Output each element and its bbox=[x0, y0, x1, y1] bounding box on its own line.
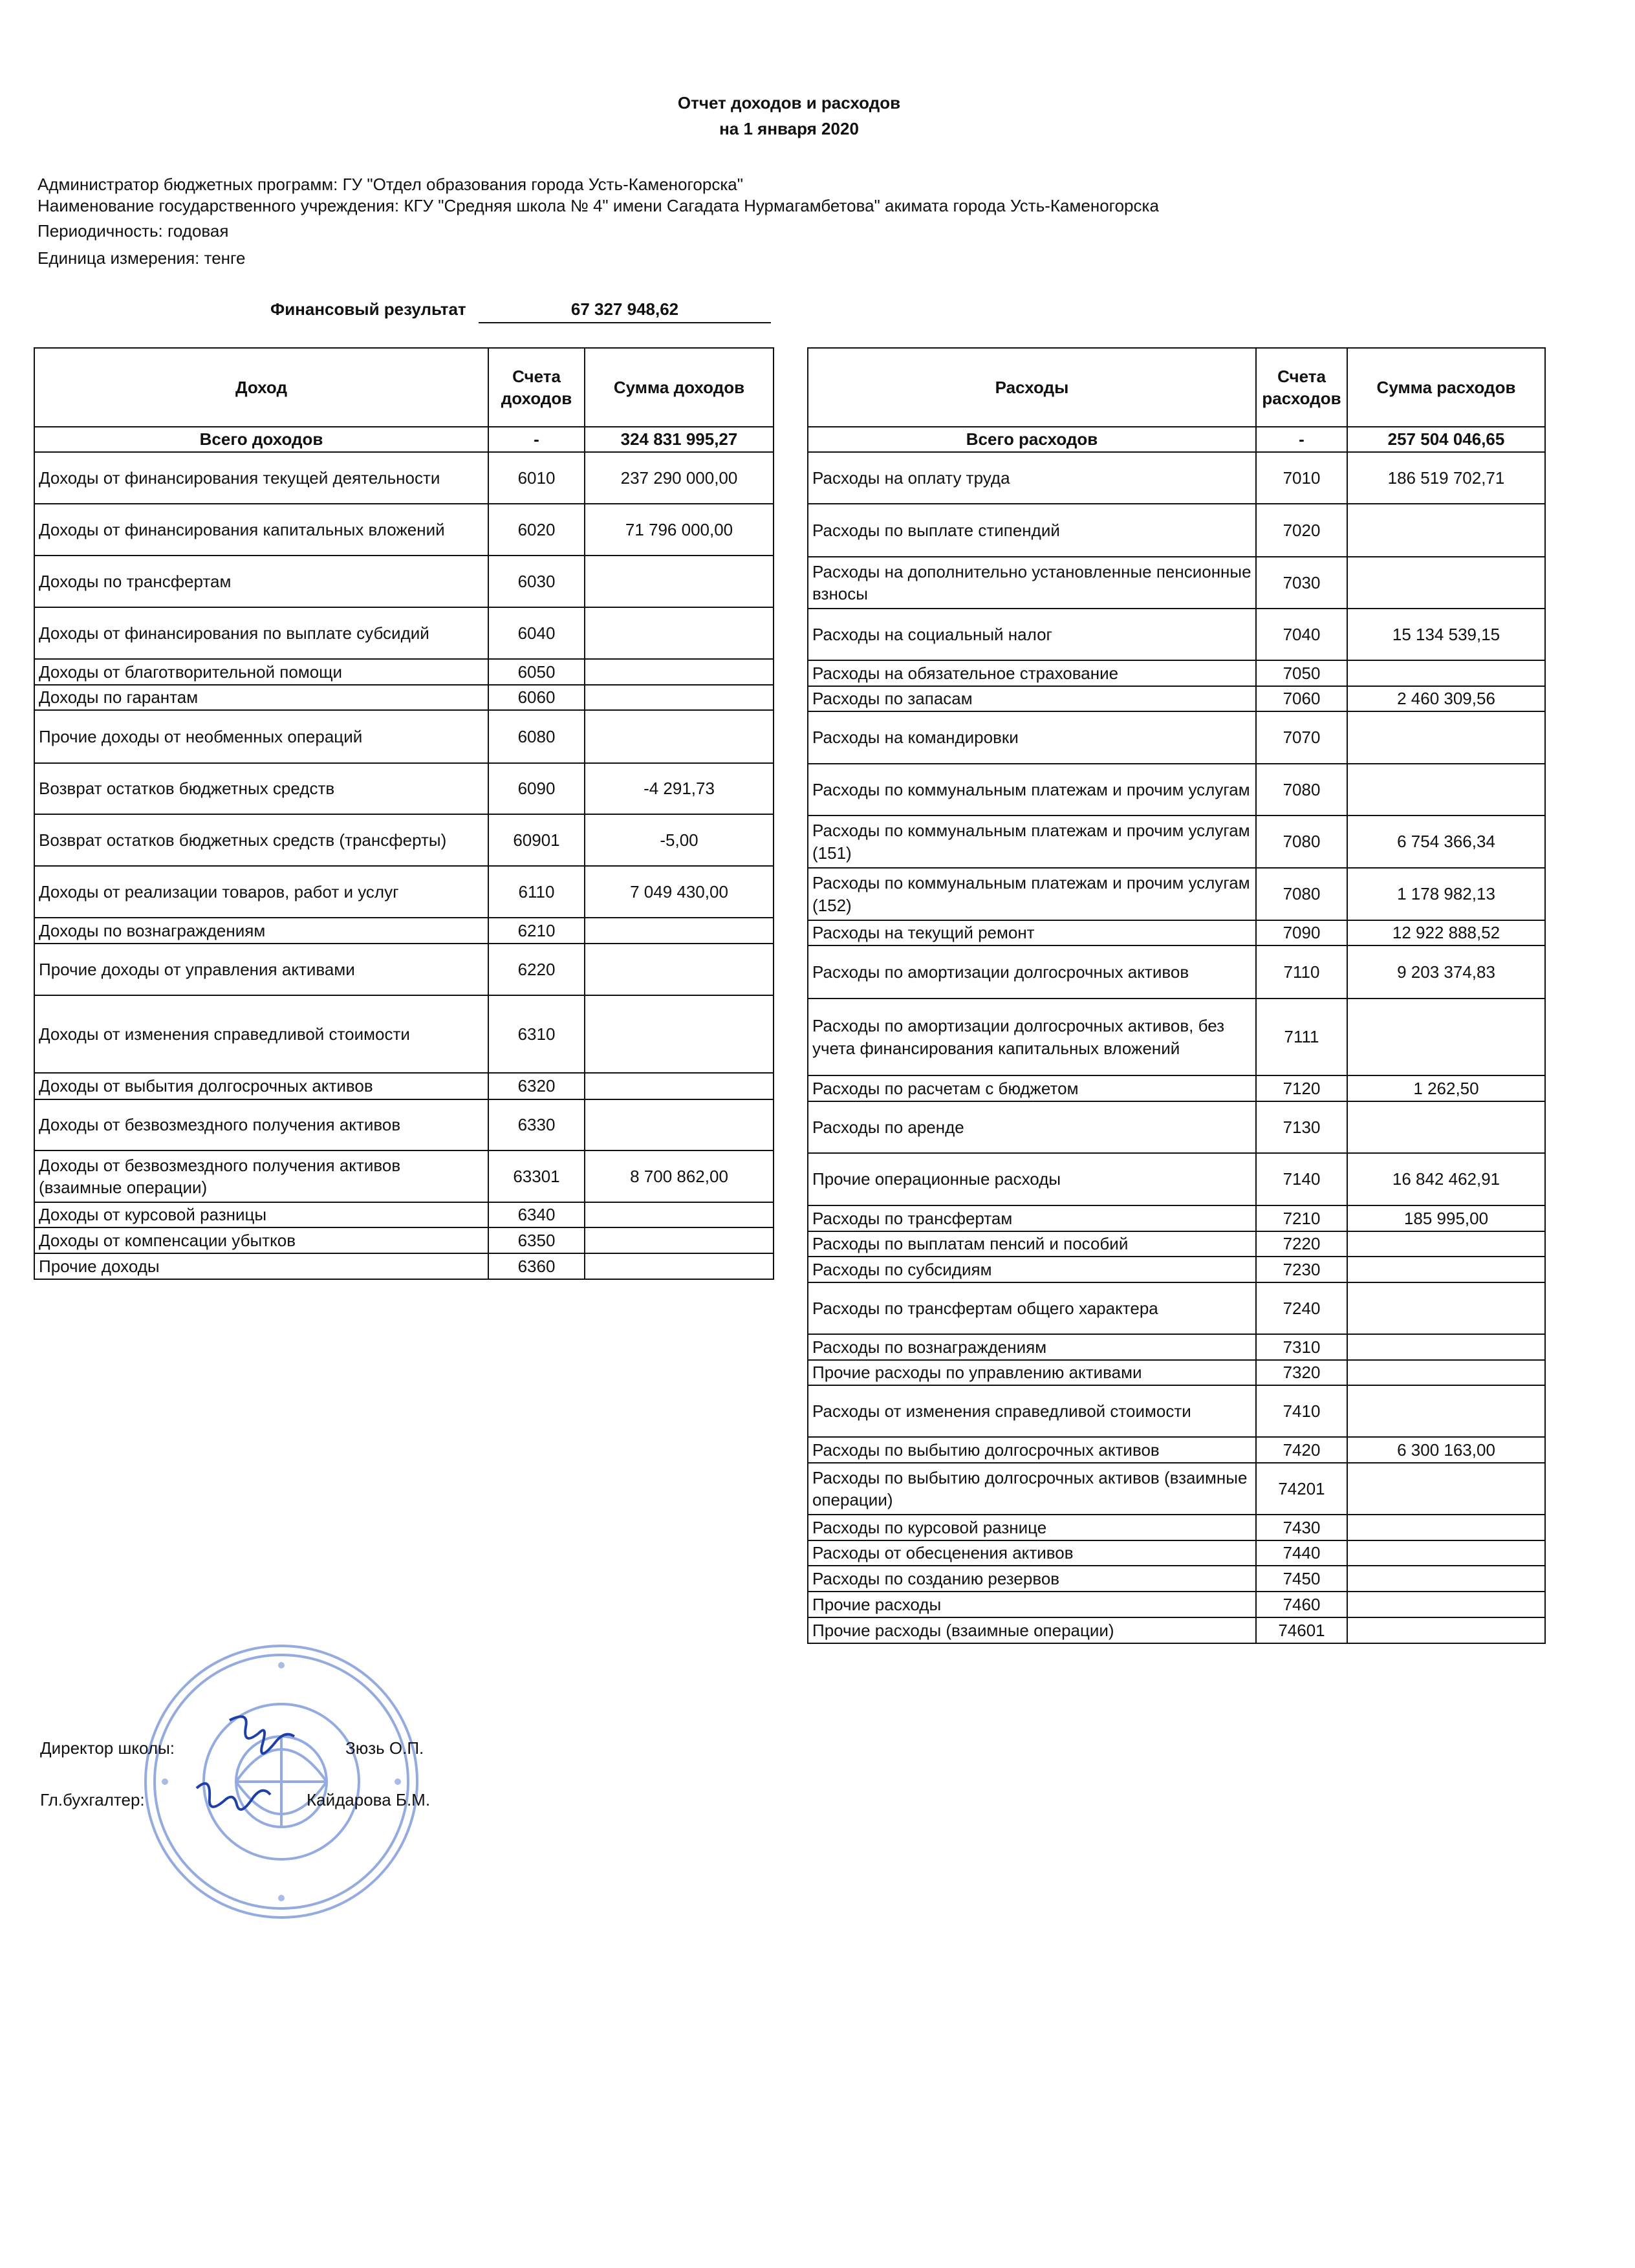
income-row bbox=[34, 763, 774, 814]
income-cell-account: 6220 bbox=[488, 944, 585, 995]
expense-row bbox=[808, 686, 1545, 711]
expense-cell-name: Расходы по вознаграждениям bbox=[808, 1334, 1256, 1360]
expense-cell-account: 7410 bbox=[1256, 1385, 1347, 1437]
expense-cell-account: - bbox=[1256, 427, 1347, 452]
expense-cell-name: Прочие расходы по управлению активами bbox=[808, 1360, 1256, 1385]
expense-cell-amount bbox=[1347, 1385, 1545, 1437]
income-cell-account: 6080 bbox=[488, 710, 585, 763]
income-row bbox=[34, 504, 774, 556]
official-stamp-icon bbox=[139, 1639, 424, 1924]
income-cell-name: Возврат остатков бюджетных средств bbox=[34, 763, 488, 814]
expense-cell-amount bbox=[1347, 1540, 1545, 1566]
expense-cell-amount bbox=[1347, 1101, 1545, 1153]
income-cell-name: Доходы от финансирования по выплате субсидий bbox=[34, 607, 488, 659]
expense-cell-amount bbox=[1347, 711, 1545, 764]
income-cell-amount bbox=[585, 685, 774, 710]
income-cell-account: 6050 bbox=[488, 659, 585, 685]
expense-cell-amount bbox=[1347, 1231, 1545, 1257]
expense-header-name: Расходы bbox=[808, 348, 1256, 427]
expense-row bbox=[808, 504, 1545, 557]
income-header-name: Доход bbox=[34, 348, 488, 427]
expense-cell-name: Расходы по трансфертам bbox=[808, 1205, 1256, 1231]
expense-row bbox=[808, 999, 1545, 1075]
expense-cell-account: 7070 bbox=[1256, 711, 1347, 764]
expense-row bbox=[808, 1075, 1545, 1101]
income-cell-amount: 8 700 862,00 bbox=[585, 1150, 774, 1202]
expense-cell-name: Расходы по аренде bbox=[808, 1101, 1256, 1153]
income-cell-account: 6350 bbox=[488, 1227, 585, 1253]
income-header-amount: Сумма доходов bbox=[585, 348, 774, 427]
income-row bbox=[34, 710, 774, 763]
expense-row bbox=[808, 815, 1545, 868]
income-row bbox=[34, 1099, 774, 1150]
income-cell-amount: 7 049 430,00 bbox=[585, 866, 774, 918]
expense-cell-account: 7450 bbox=[1256, 1566, 1347, 1592]
expense-cell-account: 74601 bbox=[1256, 1617, 1347, 1643]
income-cell-amount bbox=[585, 556, 774, 607]
income-cell-account: 6310 bbox=[488, 995, 585, 1073]
expense-row bbox=[808, 557, 1545, 609]
expense-cell-amount: 15 134 539,15 bbox=[1347, 609, 1545, 660]
expense-cell-amount bbox=[1347, 1566, 1545, 1592]
income-row bbox=[34, 814, 774, 866]
expense-cell-account: 7080 bbox=[1256, 868, 1347, 920]
income-cell-name: Доходы от реализации товаров, работ и услуг bbox=[34, 866, 488, 918]
expense-cell-amount bbox=[1347, 1360, 1545, 1385]
income-cell-name: Доходы от финансирования текущей деятельности bbox=[34, 452, 488, 504]
report-date: на 1 января 2020 bbox=[719, 119, 859, 138]
expense-cell-account: 7210 bbox=[1256, 1205, 1347, 1231]
income-cell-name: Доходы от курсовой разницы bbox=[34, 1202, 488, 1227]
income-row bbox=[34, 866, 774, 918]
income-cell-name: Прочие доходы от необменных операций bbox=[34, 710, 488, 763]
meta-institution: Наименование государственного учреждения: КГУ "Средняя школа № 4" имени Сагадата Нурмагамбетова" акимата города Усть-Каменогорска bbox=[38, 196, 1159, 215]
expense-row bbox=[808, 1205, 1545, 1231]
expense-cell-name: Всего расходов bbox=[808, 427, 1256, 452]
expense-cell-amount bbox=[1347, 1592, 1545, 1617]
director-name: Зюзь О.П. bbox=[345, 1738, 424, 1758]
income-cell-account: 6330 bbox=[488, 1099, 585, 1150]
expense-cell-account: 7440 bbox=[1256, 1540, 1347, 1566]
expense-row bbox=[808, 1334, 1545, 1360]
expense-cell-name: Расходы по коммунальным платежам и прочим услугам (152) bbox=[808, 868, 1256, 920]
expense-cell-account: 7060 bbox=[1256, 686, 1347, 711]
expense-cell-account: 7090 bbox=[1256, 920, 1347, 945]
expense-row bbox=[808, 1101, 1545, 1153]
expense-cell-account: 7030 bbox=[1256, 557, 1347, 609]
expense-cell-amount: 6 754 366,34 bbox=[1347, 815, 1545, 868]
income-row bbox=[34, 607, 774, 659]
income-cell-amount bbox=[585, 710, 774, 763]
income-cell-account: 60901 bbox=[488, 814, 585, 866]
expense-row bbox=[808, 868, 1545, 920]
expense-cell-amount: 257 504 046,65 bbox=[1347, 427, 1545, 452]
income-cell-account: 6020 bbox=[488, 504, 585, 556]
income-row bbox=[34, 452, 774, 504]
expense-cell-name: Расходы по субсидиям bbox=[808, 1257, 1256, 1282]
income-cell-amount bbox=[585, 607, 774, 659]
expense-row bbox=[808, 1282, 1545, 1334]
income-row bbox=[34, 995, 774, 1073]
income-cell-amount bbox=[585, 1227, 774, 1253]
expense-row bbox=[808, 1617, 1545, 1643]
expense-cell-name: Прочие операционные расходы bbox=[808, 1153, 1256, 1205]
expense-cell-account: 74201 bbox=[1256, 1463, 1347, 1515]
expense-row bbox=[808, 945, 1545, 999]
income-cell-amount bbox=[585, 944, 774, 995]
director-signature-icon bbox=[223, 1707, 301, 1766]
expense-cell-name: Расходы на текущий ремонт bbox=[808, 920, 1256, 945]
income-table bbox=[34, 347, 774, 1280]
expense-cell-name: Расходы по выбытию долгосрочных активов bbox=[808, 1437, 1256, 1463]
income-cell-account: 63301 bbox=[488, 1150, 585, 1202]
accountant-name: Кайдарова Б.М. bbox=[307, 1790, 431, 1809]
expense-cell-amount bbox=[1347, 557, 1545, 609]
expense-cell-amount: 1 262,50 bbox=[1347, 1075, 1545, 1101]
expense-cell-account: 7130 bbox=[1256, 1101, 1347, 1153]
income-row bbox=[34, 1150, 774, 1202]
income-cell-name: Доходы по гарантам bbox=[34, 685, 488, 710]
expense-cell-amount: 16 842 462,91 bbox=[1347, 1153, 1545, 1205]
expense-cell-account: 7050 bbox=[1256, 660, 1347, 686]
income-row bbox=[34, 1253, 774, 1279]
meta-periodicity: Периодичность: годовая bbox=[38, 221, 229, 241]
income-cell-name: Доходы по трансфертам bbox=[34, 556, 488, 607]
expense-cell-name: Расходы по выплате стипендий bbox=[808, 504, 1256, 557]
expense-row bbox=[808, 1566, 1545, 1592]
income-cell-name: Доходы от безвозмездного получения активов (взаимные операции) bbox=[34, 1150, 488, 1202]
income-cell-account: 6030 bbox=[488, 556, 585, 607]
expense-cell-name: Расходы на дополнительно установленные пенсионные взносы bbox=[808, 557, 1256, 609]
expense-cell-amount bbox=[1347, 999, 1545, 1075]
expense-cell-amount bbox=[1347, 1617, 1545, 1643]
income-cell-amount bbox=[585, 1073, 774, 1099]
income-row bbox=[34, 1227, 774, 1253]
expense-cell-amount bbox=[1347, 764, 1545, 815]
report-title: Отчет доходов и расходов bbox=[677, 93, 901, 113]
expense-row bbox=[808, 609, 1545, 660]
expense-row bbox=[808, 1231, 1545, 1257]
expense-row bbox=[808, 711, 1545, 764]
expense-cell-amount bbox=[1347, 504, 1545, 557]
income-cell-account: - bbox=[488, 427, 585, 452]
expense-cell-amount: 12 922 888,52 bbox=[1347, 920, 1545, 945]
expense-cell-name: Прочие расходы (взаимные операции) bbox=[808, 1617, 1256, 1643]
income-cell-account: 6210 bbox=[488, 918, 585, 944]
expense-cell-account: 7080 bbox=[1256, 815, 1347, 868]
income-cell-amount bbox=[585, 995, 774, 1073]
income-row bbox=[34, 685, 774, 710]
expense-row bbox=[808, 452, 1545, 504]
income-row bbox=[34, 1073, 774, 1099]
expense-cell-amount bbox=[1347, 1463, 1545, 1515]
income-cell-name: Прочие доходы от управления активами bbox=[34, 944, 488, 995]
income-header-account: Счета доходов bbox=[488, 348, 585, 427]
accountant-signature-icon bbox=[191, 1772, 276, 1824]
expense-cell-name: Расходы на социальный налог bbox=[808, 609, 1256, 660]
income-row bbox=[34, 918, 774, 944]
income-cell-name: Доходы от финансирования капитальных вложений bbox=[34, 504, 488, 556]
expense-cell-account: 7240 bbox=[1256, 1282, 1347, 1334]
expense-cell-name: Расходы по расчетам с бюджетом bbox=[808, 1075, 1256, 1101]
expense-cell-account: 7320 bbox=[1256, 1360, 1347, 1385]
expense-cell-amount: 6 300 163,00 bbox=[1347, 1437, 1545, 1463]
accountant-label: Гл.бухгалтер: bbox=[40, 1790, 145, 1809]
income-cell-account: 6340 bbox=[488, 1202, 585, 1227]
income-cell-amount: -5,00 bbox=[585, 814, 774, 866]
expense-cell-name: Расходы от изменения справедливой стоимости bbox=[808, 1385, 1256, 1437]
expense-cell-account: 7420 bbox=[1256, 1437, 1347, 1463]
expense-cell-account: 7010 bbox=[1256, 452, 1347, 504]
income-cell-account: 6360 bbox=[488, 1253, 585, 1279]
income-cell-name: Всего доходов bbox=[34, 427, 488, 452]
income-cell-account: 6090 bbox=[488, 763, 585, 814]
meta-admin: Администратор бюджетных программ: ГУ "Отдел образования города Усть-Каменогорска" bbox=[38, 175, 743, 194]
expense-cell-name: Расходы по созданию резервов bbox=[808, 1566, 1256, 1592]
expense-cell-account: 7120 bbox=[1256, 1075, 1347, 1101]
expense-cell-amount bbox=[1347, 1334, 1545, 1360]
expense-cell-account: 7080 bbox=[1256, 764, 1347, 815]
income-cell-account: 6010 bbox=[488, 452, 585, 504]
expense-cell-amount bbox=[1347, 1515, 1545, 1540]
expense-row bbox=[808, 1540, 1545, 1566]
expense-header-amount: Сумма расходов bbox=[1347, 348, 1545, 427]
income-cell-amount: 237 290 000,00 bbox=[585, 452, 774, 504]
income-cell-amount bbox=[585, 1253, 774, 1279]
expense-cell-name: Расходы на командировки bbox=[808, 711, 1256, 764]
income-row bbox=[34, 659, 774, 685]
expense-cell-name: Расходы по амортизации долгосрочных активов bbox=[808, 945, 1256, 999]
expense-cell-account: 7040 bbox=[1256, 609, 1347, 660]
expense-cell-name: Расходы на обязательное страхование bbox=[808, 660, 1256, 686]
income-cell-account: 6320 bbox=[488, 1073, 585, 1099]
expense-cell-amount: 2 460 309,56 bbox=[1347, 686, 1545, 711]
financial-result-label: Финансовый результат bbox=[270, 299, 466, 319]
income-cell-amount: -4 291,73 bbox=[585, 763, 774, 814]
expense-row bbox=[808, 1592, 1545, 1617]
expense-cell-amount: 186 519 702,71 bbox=[1347, 452, 1545, 504]
expense-cell-account: 7460 bbox=[1256, 1592, 1347, 1617]
expense-cell-amount: 9 203 374,83 bbox=[1347, 945, 1545, 999]
income-cell-name: Доходы от безвозмездного получения активов bbox=[34, 1099, 488, 1150]
income-cell-name: Доходы от благотворительной помощи bbox=[34, 659, 488, 685]
expense-row bbox=[808, 1257, 1545, 1282]
expense-row bbox=[808, 1360, 1545, 1385]
expense-cell-amount bbox=[1347, 660, 1545, 686]
income-cell-name: Доходы от компенсации убытков bbox=[34, 1227, 488, 1253]
expense-cell-name: Расходы по коммунальным платежам и прочим услугам (151) bbox=[808, 815, 1256, 868]
expense-cell-account: 7230 bbox=[1256, 1257, 1347, 1282]
expense-row bbox=[808, 920, 1545, 945]
income-cell-name: Доходы по вознаграждениям bbox=[34, 918, 488, 944]
income-cell-amount bbox=[585, 659, 774, 685]
income-cell-name: Доходы от выбытия долгосрочных активов bbox=[34, 1073, 488, 1099]
income-cell-amount bbox=[585, 1202, 774, 1227]
expense-row bbox=[808, 1463, 1545, 1515]
income-cell-account: 6040 bbox=[488, 607, 585, 659]
income-cell-name: Прочие доходы bbox=[34, 1253, 488, 1279]
expense-cell-name: Расходы по трансфертам общего характера bbox=[808, 1282, 1256, 1334]
expense-cell-account: 7111 bbox=[1256, 999, 1347, 1075]
expense-cell-account: 7020 bbox=[1256, 504, 1347, 557]
expense-table bbox=[807, 347, 1546, 1644]
expense-header-account: Счета расходов bbox=[1256, 348, 1347, 427]
expense-cell-name: Расходы от обесценения активов bbox=[808, 1540, 1256, 1566]
income-cell-amount: 324 831 995,27 bbox=[585, 427, 774, 452]
expense-cell-name: Расходы по курсовой разнице bbox=[808, 1515, 1256, 1540]
income-total-row bbox=[34, 427, 774, 452]
expense-row bbox=[808, 660, 1545, 686]
director-label: Директор школы: bbox=[40, 1738, 175, 1758]
income-row bbox=[34, 1202, 774, 1227]
expense-row bbox=[808, 1437, 1545, 1463]
expense-cell-account: 7220 bbox=[1256, 1231, 1347, 1257]
expense-cell-name: Расходы по коммунальным платежам и прочим услугам bbox=[808, 764, 1256, 815]
income-cell-amount: 71 796 000,00 bbox=[585, 504, 774, 556]
income-row bbox=[34, 944, 774, 995]
income-cell-amount bbox=[585, 918, 774, 944]
expense-cell-name: Расходы по запасам bbox=[808, 686, 1256, 711]
expense-cell-account: 7110 bbox=[1256, 945, 1347, 999]
meta-unit: Единица измерения: тенге bbox=[38, 248, 246, 268]
expense-row bbox=[808, 1385, 1545, 1437]
expense-cell-name: Прочие расходы bbox=[808, 1592, 1256, 1617]
income-cell-account: 6110 bbox=[488, 866, 585, 918]
income-cell-name: Доходы от изменения справедливой стоимости bbox=[34, 995, 488, 1073]
expense-cell-account: 7430 bbox=[1256, 1515, 1347, 1540]
expense-cell-amount: 1 178 982,13 bbox=[1347, 868, 1545, 920]
income-cell-amount bbox=[585, 1099, 774, 1150]
expense-cell-name: Расходы по выбытию долгосрочных активов (взаимные операции) bbox=[808, 1463, 1256, 1515]
income-row bbox=[34, 556, 774, 607]
income-cell-name: Возврат остатков бюджетных средств (трансферты) bbox=[34, 814, 488, 866]
expense-row bbox=[808, 764, 1545, 815]
expense-total-row bbox=[808, 427, 1545, 452]
expense-cell-amount bbox=[1347, 1282, 1545, 1334]
income-cell-account: 6060 bbox=[488, 685, 585, 710]
expense-cell-account: 7140 bbox=[1256, 1153, 1347, 1205]
expense-row bbox=[808, 1515, 1545, 1540]
expense-row bbox=[808, 1153, 1545, 1205]
expense-cell-name: Расходы по амортизации долгосрочных активов, без учета финансирования капитальных вложений bbox=[808, 999, 1256, 1075]
expense-cell-name: Расходы на оплату труда bbox=[808, 452, 1256, 504]
financial-result-value: 67 327 948,62 bbox=[479, 299, 771, 323]
expense-cell-amount: 185 995,00 bbox=[1347, 1205, 1545, 1231]
expense-cell-name: Расходы по выплатам пенсий и пособий bbox=[808, 1231, 1256, 1257]
expense-cell-amount bbox=[1347, 1257, 1545, 1282]
expense-cell-account: 7310 bbox=[1256, 1334, 1347, 1360]
